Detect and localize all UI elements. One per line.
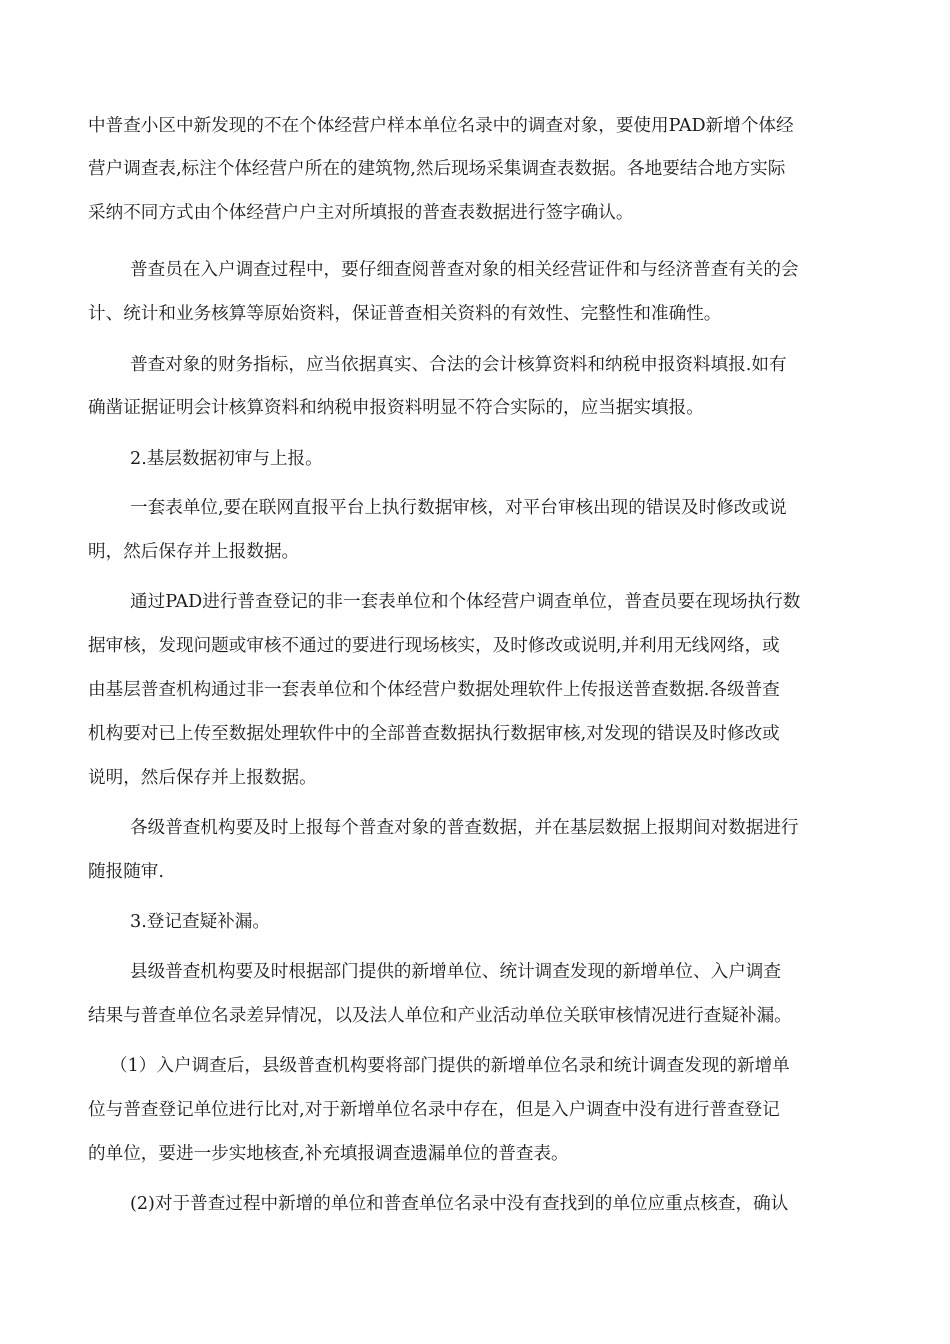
text-line: 普查员在入户调查过程中，要仔细查阅普查对象的相关经营证件和与经济普查有关的会: [130, 260, 799, 280]
text-line: 位与普查登记单位进行比对,对于新增单位名录中存在，但是入户调查中没有进行普查登记: [88, 1100, 780, 1120]
text-line: 据审核，发现问题或审核不通过的要进行现场核实，及时修改或说明,并利用无线网络，或: [88, 636, 780, 656]
text-line: 普查对象的财务指标，应当依据真实、合法的会计核算资料和纳税申报资料填报.如有: [130, 355, 787, 375]
text-line: 采纳不同方式由个体经营户户主对所填报的普查表数据进行签字确认。: [88, 203, 634, 223]
section-heading: 2.基层数据初审与上报。: [130, 449, 323, 469]
text-line: 一套表单位,要在联网直报平台上执行数据审核，对平台审核出现的错误及时修改或说: [130, 498, 787, 518]
text-line: 的单位，要进一步实地核查,补充填报调查遗漏单位的普查表。: [88, 1144, 569, 1164]
text-line: 明，然后保存并上报数据。: [88, 542, 300, 562]
text-line: 随报随审.: [88, 862, 164, 882]
text-line: 计、统计和业务核算等原始资料，保证普查相关资料的有效性、完整性和准确性。: [88, 304, 722, 324]
text-line: 各级普查机构要及时上报每个普查对象的普查数据，并在基层数据上报期间对数据进行: [130, 818, 799, 838]
text-line: 确凿证据证明会计核算资料和纳税申报资料明显不符合实际的，应当据实填报。: [88, 398, 704, 418]
text-line: 中普查小区中新发现的不在个体经营户样本单位名录中的调查对象，要使用PAD新增个体经: [88, 116, 794, 136]
text-line: 机构要对已上传至数据处理软件中的全部普查数据执行数据审核,对发现的错误及时修改或: [88, 724, 780, 744]
text-line: 说明，然后保存并上报数据。: [88, 768, 317, 788]
text-line: (2)对于普查过程中新增的单位和普查单位名录中没有查找到的单位应重点核查，确认: [130, 1194, 789, 1214]
text-line: 通过PAD进行普查登记的非一套表单位和个体经营户调查单位，普查员要在现场执行数: [130, 592, 801, 612]
text-line: 营户调查表,标注个体经营户所在的建筑物,然后现场采集调查表数据。各地要结合地方实际: [88, 159, 786, 179]
section-heading: 3.登记查疑补漏。: [130, 912, 270, 932]
text-line: （1）入户调查后，县级普查机构要将部门提供的新增单位名录和统计调查发现的新增单: [110, 1056, 790, 1076]
text-line: 县级普查机构要及时根据部门提供的新增单位、统计调查发现的新增单位、入户调查: [130, 962, 781, 982]
text-line: 由基层普查机构通过非一套表单位和个体经营户数据处理软件上传报送普查数据.各级普查: [88, 680, 780, 700]
text-line: 结果与普查单位名录差异情况，以及法人单位和产业活动单位关联审核情况进行查疑补漏。: [88, 1006, 792, 1026]
